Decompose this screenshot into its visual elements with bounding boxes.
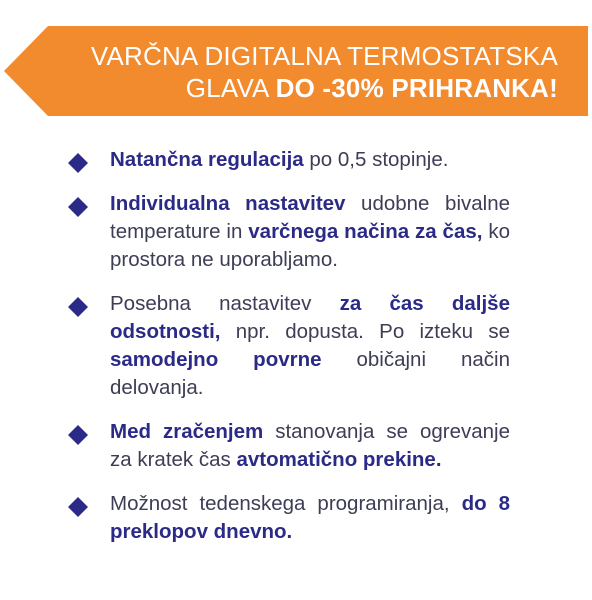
banner-title-line1: VARČNA DIGITALNA TERMOSTATSKA	[90, 41, 558, 71]
banner-title-regular: GLAVA	[185, 73, 276, 103]
feature-text-highlight: Med zračenjem	[110, 420, 264, 443]
feature-text-highlight: do 8 preklopov dnevno.	[110, 492, 510, 543]
feature-text-highlight: avtomatično prekine.	[236, 448, 442, 471]
diamond-bullet-icon	[68, 497, 88, 517]
feature-text-regular: običajni način delovanja.	[110, 348, 510, 399]
feature-text-regular: ko prostora ne uporabljamo.	[110, 220, 510, 271]
feature-text-regular: stanovanja se ogrevanje za kratek čas	[110, 420, 510, 471]
feature-item	[64, 190, 510, 274]
banner-title	[91, 40, 558, 104]
feature-item	[64, 290, 510, 402]
feature-item	[64, 418, 510, 474]
feature-text-highlight: za čas daljše odsotnosti,	[110, 292, 510, 343]
feature-item	[64, 146, 510, 174]
feature-text-regular: npr. dopusta. Po izteku se	[220, 320, 510, 343]
feature-text	[110, 418, 510, 474]
diamond-bullet-icon	[68, 425, 88, 445]
header-banner	[4, 26, 588, 116]
feature-text-highlight: Natančna regulacija	[110, 148, 304, 171]
feature-list	[64, 146, 510, 562]
diamond-bullet-icon	[68, 197, 88, 217]
diamond-bullet-icon	[68, 153, 88, 173]
feature-text-highlight: samodejno povrne	[110, 348, 322, 371]
feature-text-regular: Posebna nastavitev	[110, 292, 340, 315]
feature-text-regular: Možnost tedenskega programiranja,	[110, 492, 462, 515]
diamond-bullet-icon	[68, 297, 88, 317]
feature-text	[110, 290, 510, 402]
feature-text	[110, 190, 510, 274]
feature-text	[110, 490, 510, 546]
feature-text-regular: po 0,5 stopinje.	[303, 148, 449, 171]
feature-text-highlight: varčnega načina za čas,	[248, 220, 483, 243]
feature-text-regular: udobne bivalne temperature in	[110, 192, 511, 243]
feature-item	[64, 490, 510, 546]
banner-title-line2	[91, 72, 558, 104]
banner-title-highlight: DO -30% PRIHRANKA!	[275, 73, 558, 103]
feature-text	[110, 146, 510, 174]
feature-text-highlight: Individualna nastavitev	[110, 192, 346, 215]
